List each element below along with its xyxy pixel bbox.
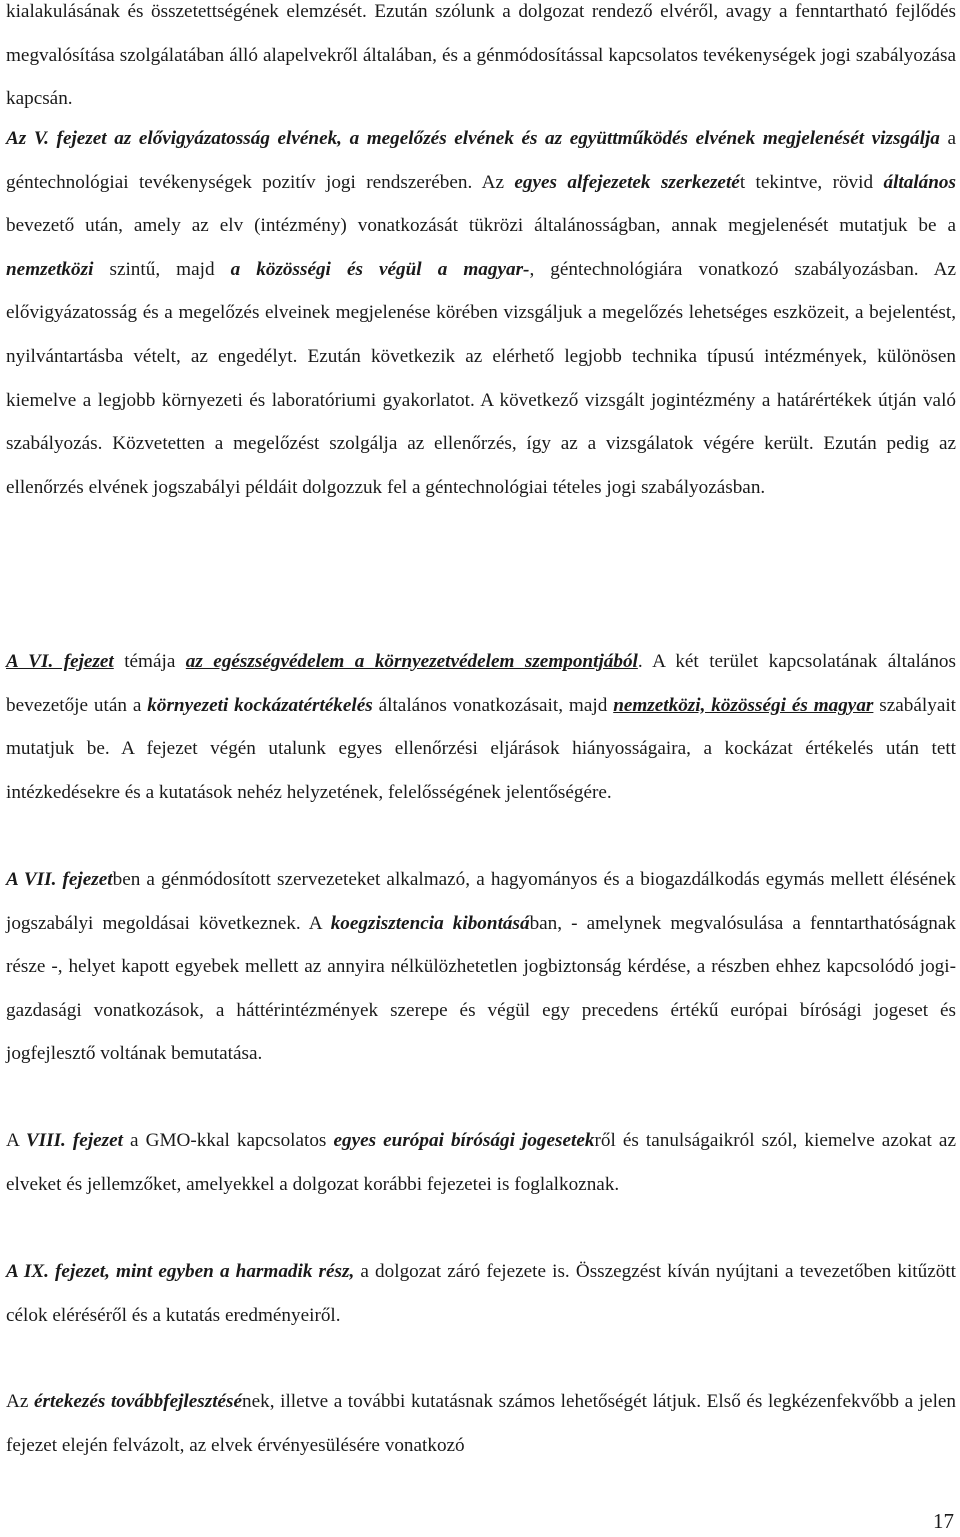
paragraph-chapter-vii — [6, 858, 956, 1076]
text-run: . A két terület kapcsolatának általános bevezetője után a — [6, 651, 956, 716]
text-run: általános vonatkozásait, majd — [372, 694, 614, 716]
paragraph-chapter-vi — [6, 640, 956, 814]
paragraph-chapter-v — [6, 117, 956, 509]
text-run: VIII. fejezet — [25, 1130, 123, 1151]
text-run: a GMO-kkal kapcsolatos — [122, 1130, 334, 1151]
page-number: 17 — [933, 1509, 954, 1533]
text-run: Az V. fejezet az elővigyázatosság elvének, a megelőzés elvének és az együttműködés elvének megjelenését vizsgálja — [6, 128, 940, 149]
text-run: A IX. fejezet, mint egyben a harmadik rész, — [6, 1261, 355, 1282]
text-run: értekezés továbbfejlesztésé — [33, 1391, 243, 1412]
text-run: környezeti kockázatértékelés — [147, 694, 373, 716]
text-run: a dolgozat záró fejezete is. Összegzést kíván nyújtani a tevezetőben kitűzött célok eléréséről és a kutatás eredményeiről. — [6, 1261, 956, 1326]
text-run: t tekintve, rövid — [739, 171, 884, 193]
paragraph-intro-end — [6, 0, 956, 121]
text-run: ban, - amelynek megvalósulása a fenntarthatóságnak része -, helyet kapott egyebek mellett az annyira nélkülözhetetlen jogbiztonság kérdése, a részben ehhez kapcsolódó jogi-gazdasági vonatkozások, a háttérintézmények szerepe és végül egy precedens értékű európai bírósági jogeset és jogfejlesztő voltának bemutatása. — [6, 912, 957, 1065]
paragraph-further-development — [6, 1380, 956, 1467]
paragraph-chapter-ix — [6, 1250, 956, 1337]
text-run: a közösségi és végül a magyar- — [230, 258, 530, 280]
text-run: egyes alfejezetek szerkezeté — [514, 171, 740, 193]
text-run: ről és tanulságaikról szól, kiemelve azokat az elveket és jellemzőket, amelyekkel a dolgozat korábbi fejezetei is foglalkoznak. — [6, 1130, 956, 1195]
text-run: nek, illetve a további kutatásnak számos lehetőségét látjuk. Első és legkézenfekvőbb a jelen fejezet elején felvázolt, az elvek érvényesülésére vonatkozó — [6, 1391, 957, 1456]
text-run: A VII. fejezet — [6, 869, 113, 890]
text-run: szintű, majd — [93, 258, 231, 280]
text-run: A VI. fejezet — [6, 651, 114, 672]
text-run: témája — [113, 651, 186, 672]
text-run: nemzetközi, közösségi és magyar — [613, 694, 874, 716]
paragraph-chapter-viii — [6, 1119, 956, 1206]
text-run: kialakulásának és összetettségének elemzését. Ezután szólunk a dolgozat rendező elvéről, avagy a fenntartható fejlődés megvalósítása szolgálatában álló alapelvekről általában, és a génmódosítással kapcsolatos tevékenységek jogi szabályozása kapcsán. — [6, 1, 956, 110]
text-run: általános — [883, 171, 956, 193]
text-run: nemzetközi — [6, 258, 94, 280]
text-run: koegzisztencia kibontásá — [330, 912, 530, 934]
text-run: bevezető után, amely az elv (intézmény) vonatkozását tükrözi általánosságban, annak megjelenését mutatjuk be a — [6, 215, 956, 237]
text-run: , géntechnológiára vonatkozó szabályozásban. Az elővigyázatosság és a megelőzés elveinek megjelenése körében vizsgáljuk a megelőzés lehetséges eszközeit, a bejelentést, nyilvántartásba vételt, az engedélyt. Ezután következik az elérhető legjobb technika típusú intézmények, különösen kiemelve a legjobb környezeti és laboratóriumi gyakorlatot. A következő vizsgált jogintézmény a határértékek útján való szabályozás. Közvetetten a megelőzést szolgálja az ellenőrzés, így az a vizsgálatok végére került. Ezután pedig az ellenőrzés elvének jogszabályi példáit dolgozzuk fel a géntechnológiai tételes jogi szabályozásban. — [6, 258, 956, 498]
text-run: az egészségvédelem a környezetvédelem szempontjából — [185, 651, 638, 672]
text-run: szabályait mutatjuk be. A fejezet végén utalunk egyes ellenőrzési eljárások hiányosságaira, a kockázat értékelés után tett intézkedésekre és a kutatások nehéz helyzetének, felelősségének jelentőségére. — [6, 694, 957, 803]
text-run: Az — [6, 1391, 34, 1412]
text-run: a géntechnológiai tevékenységek pozitív jogi rendszerében. Az — [6, 128, 956, 193]
text-run: A — [6, 1130, 26, 1151]
text-run: egyes európai bírósági jogesetek — [333, 1130, 595, 1151]
text-run: ben a génmódosított szervezeteket alkalmazó, a hagyományos és a biogazdálkodás egymás mellett élésének jogszabályi megoldásai következnek. A — [6, 869, 956, 934]
